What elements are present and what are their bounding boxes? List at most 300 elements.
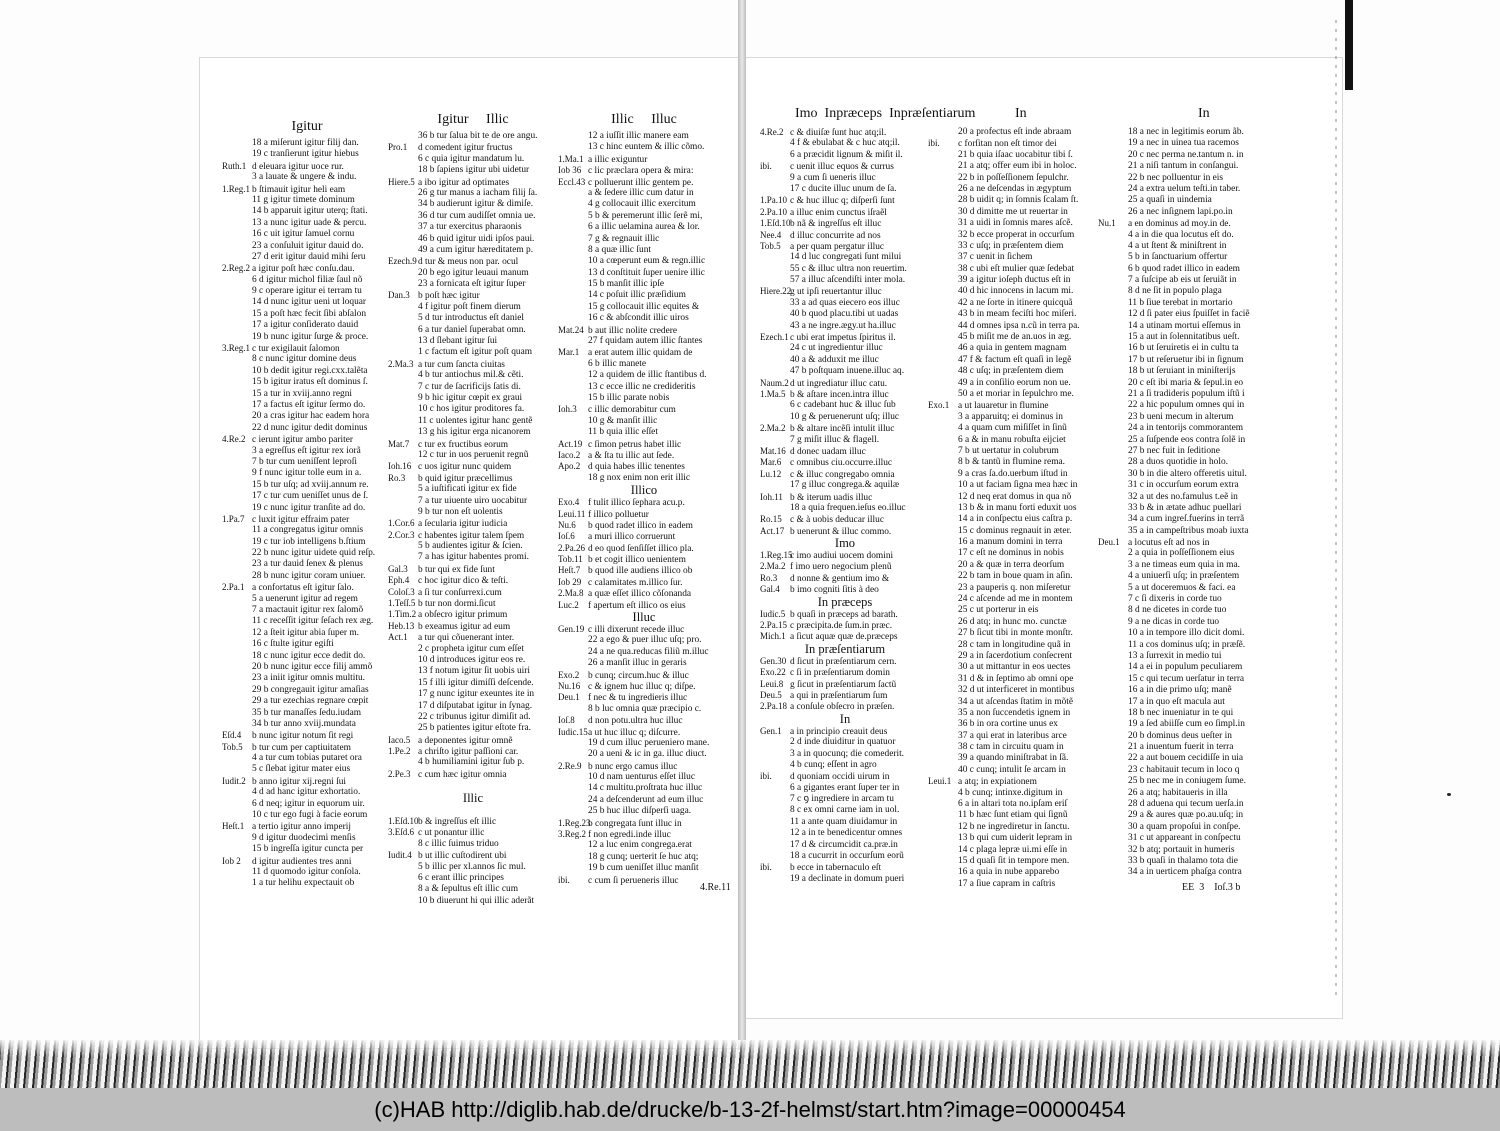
book-reference: Coloſ.3 bbox=[388, 586, 415, 597]
index-entry bbox=[928, 252, 1098, 263]
index-entry bbox=[388, 873, 558, 884]
book-reference: ibi. bbox=[760, 771, 772, 782]
index-entry bbox=[760, 275, 930, 286]
entry-text: 22 a hic populum omnes qui in bbox=[1128, 400, 1245, 411]
entry-text: b poſt hæc igitur bbox=[418, 291, 480, 302]
entry-text: 20 b ego igitur leuaui manum bbox=[418, 267, 529, 278]
entry-text: 25 a ſuſpende eos contra ſolẽ in bbox=[1128, 434, 1246, 445]
entry-text: 22 b nec polluentur in eis bbox=[1128, 172, 1224, 183]
entry-text: 12 a in te benedicentur omnes bbox=[790, 828, 903, 839]
index-entry bbox=[1098, 697, 1270, 708]
entry-text: 2 c propheta igitur cum eſſet bbox=[418, 643, 524, 654]
entry-text: 4 a in die qua locutus eſt do. bbox=[1128, 229, 1234, 240]
book-reference: Nee.4 bbox=[760, 229, 782, 240]
entry-text: d illuc concurrite ad nos bbox=[790, 230, 881, 241]
entry-text: 42 a ne ſorte in itinere quicquã bbox=[958, 297, 1073, 308]
entry-text: b ſtimauit igitur heli eam bbox=[252, 184, 346, 195]
entry-text: 13 d ſlebant igitur ſui bbox=[418, 336, 498, 347]
entry-text: 19 a nec in uinea tua racemos bbox=[1128, 138, 1239, 149]
entry-text: d quoniam occidi uirum in bbox=[790, 772, 890, 783]
book-reference: Exo.2 bbox=[558, 669, 580, 680]
book-reference: 2.Pa.10 bbox=[760, 206, 787, 217]
entry-text: 10 c tur ego fugi à facie eorum bbox=[252, 810, 368, 821]
index-entry bbox=[1098, 435, 1270, 446]
entry-text: 49 a in conſilio eorum non ue. bbox=[958, 377, 1071, 388]
book-reference: Heb.13 bbox=[388, 620, 415, 631]
index-entry bbox=[928, 230, 1098, 241]
index-entry bbox=[760, 435, 930, 446]
index-entry bbox=[388, 177, 558, 188]
entry-text: g ſicut in præſentiarum ſactũ bbox=[790, 679, 897, 690]
index-entry bbox=[928, 833, 1098, 844]
entry-text: b & iterum uadis illuc bbox=[790, 492, 873, 503]
entry-text: 20 b nunc igitur ecce filij ammõ bbox=[252, 661, 373, 672]
entry-text: a & ſedere illic cum datur in bbox=[588, 187, 694, 198]
entry-text: c ſimon petrus habet illic bbox=[588, 439, 682, 450]
index-entry bbox=[1098, 286, 1270, 297]
entry-text: c luxit igitur effraim pater bbox=[252, 514, 350, 525]
entry-text: 10 a cœperunt eum & regn.illic bbox=[588, 256, 706, 267]
entry-text: 18 a miſerunt igitur filij dan. bbox=[252, 138, 359, 148]
book-reference: Mar.6 bbox=[760, 457, 782, 468]
book-reference: 1.Pa.10 bbox=[760, 195, 787, 206]
index-entry bbox=[558, 783, 730, 794]
index-entry bbox=[388, 507, 558, 518]
book-reference: Ezech.9 bbox=[388, 256, 417, 267]
index-entry bbox=[1098, 833, 1270, 844]
entry-text: 6 b illic manete bbox=[588, 358, 647, 369]
scan-torn-edge bbox=[0, 1040, 1500, 1090]
book-reference: Hiere.5 bbox=[388, 176, 415, 187]
entry-text: 10 g & manſit illic bbox=[588, 415, 658, 426]
entry-text: b & aſtare incen.intra illuc bbox=[790, 389, 889, 400]
entry-text: 12 a quidem de illic ſtantibus d. bbox=[588, 370, 707, 381]
entry-text: 19 a declinate in domum pueri bbox=[790, 873, 905, 884]
index-entry bbox=[760, 783, 930, 794]
entry-text: 19 c tranſierunt igitur hiebus bbox=[252, 149, 359, 160]
index-entry bbox=[760, 805, 930, 816]
entry-text: c hoc igitur dico & teſti. bbox=[418, 576, 509, 587]
entry-text: a atq; in expiationem bbox=[958, 777, 1037, 788]
entry-text: 14 d nunc igitur ueni ut loquar bbox=[252, 297, 367, 308]
entry-text: 6 c cadebant huc & illuc ſub bbox=[790, 400, 896, 411]
entry-text: 45 b miſit me de an.uos in æg. bbox=[958, 332, 1072, 343]
entry-text: 17 d diſputabat igitur in ſynag. bbox=[418, 700, 533, 711]
index-entry bbox=[558, 795, 730, 806]
index-entry bbox=[928, 548, 1098, 559]
running-head-left: Imo Inpræceps Inpræſentiarum bbox=[795, 106, 976, 121]
index-entry bbox=[760, 656, 930, 667]
entry-text: 38 c ubi eſt mulier quæ ſedebat bbox=[958, 263, 1075, 274]
book-reference: 1.Pe.2 bbox=[388, 746, 411, 757]
index-entry bbox=[558, 461, 730, 472]
book-reference: Ioſ.8 bbox=[558, 715, 575, 726]
entry-text: d ut ingrediatur illuc catu. bbox=[790, 378, 888, 389]
entry-text: 9 f nunc igitur tolle eum in a. bbox=[252, 468, 362, 479]
book-reference: 1.Cor.6 bbox=[388, 518, 415, 529]
entry-text: 7 a tur uiuente uiro uocabitur bbox=[418, 495, 528, 506]
index-entry bbox=[558, 543, 730, 554]
entry-text: 36 b in ora cortine unus ex bbox=[958, 719, 1058, 730]
entry-text: 6 a præcidit lignum & miſit il. bbox=[790, 149, 903, 160]
index-entry bbox=[222, 195, 392, 206]
section-heading: Illico bbox=[630, 483, 658, 498]
index-entry bbox=[222, 206, 392, 217]
entry-text: 24 c ut ingredientur illuc bbox=[790, 343, 883, 354]
index-entry bbox=[558, 370, 730, 381]
index-entry bbox=[760, 150, 930, 161]
book-reference: Ruth.1 bbox=[222, 160, 247, 171]
index-entry bbox=[222, 184, 392, 195]
index-entry bbox=[928, 275, 1098, 286]
entry-text: 16 a in die primo uſq; manẽ bbox=[1128, 685, 1232, 696]
index-entry bbox=[388, 313, 558, 324]
book-reference: 1.Tim.2 bbox=[388, 609, 417, 620]
index-entry bbox=[760, 423, 930, 434]
index-entry bbox=[1098, 343, 1270, 354]
entry-text: 27 b nec fuit in ſeditione bbox=[1128, 445, 1220, 456]
entry-text: 6 a in altari tota no.ipſam eriſ bbox=[958, 799, 1068, 810]
entry-text: c habentes igitur talem ſpem bbox=[418, 530, 525, 541]
index-entry bbox=[558, 165, 730, 176]
index-entry bbox=[760, 161, 930, 172]
index-entry bbox=[388, 199, 558, 210]
book-reference: 2.Reg.2 bbox=[222, 263, 250, 274]
book-reference: Iob 36 bbox=[558, 165, 582, 176]
index-entry bbox=[1098, 719, 1270, 730]
entry-text: b nã & ingreſſus eſt illuc bbox=[790, 219, 882, 230]
entry-text: 26 a manſit illuc in geraris bbox=[588, 658, 687, 669]
entry-text: 1 c factum eſt igitur poſt quam bbox=[418, 347, 533, 358]
index-entry bbox=[760, 343, 930, 354]
index-entry bbox=[222, 446, 392, 457]
book-reference: 1.Ma.1 bbox=[558, 153, 584, 164]
book-reference: Naum.2 bbox=[760, 377, 789, 388]
index-entry bbox=[558, 588, 730, 599]
book-reference: ibi. bbox=[928, 138, 940, 149]
book-reference: 3.Reg.2 bbox=[558, 829, 586, 840]
index-entry bbox=[388, 382, 558, 393]
entry-text: 6 d neq; igitur in equorum uir. bbox=[252, 798, 365, 809]
book-reference: Ioſ.6 bbox=[558, 531, 575, 542]
index-entry bbox=[928, 332, 1098, 343]
entry-text: a igitur poſt hæc conſu.dau. bbox=[252, 264, 355, 275]
index-entry bbox=[558, 336, 730, 347]
index-entry bbox=[760, 514, 930, 525]
catchword: 4.Re.11 bbox=[700, 882, 731, 893]
index-entry bbox=[1098, 138, 1270, 149]
index-entry bbox=[558, 450, 730, 461]
book-reference: 3.Reg.1 bbox=[222, 343, 250, 354]
index-entry bbox=[928, 207, 1098, 218]
entry-text: 23 b ueni mecum in alterum bbox=[1128, 411, 1234, 422]
entry-text: 17 g illuc congrega.& aquilæ bbox=[790, 480, 900, 491]
index-entry bbox=[928, 446, 1098, 457]
entry-text: 10 a in tempore illo dicit domi. bbox=[1128, 628, 1245, 639]
entry-text: 23 c habitauit tecum in loco q bbox=[1128, 764, 1240, 775]
entry-text: 22 a aut bouem cecidiſſe in uia bbox=[1128, 753, 1244, 764]
book-reference: Ezech.1 bbox=[760, 332, 789, 343]
entry-text: 11 b ſiue terebat in mortario bbox=[1128, 297, 1233, 308]
entry-text: 25 a quaſi in uindemia bbox=[1128, 195, 1212, 206]
entry-text: c præcipita.de ſum.in præc. bbox=[790, 621, 893, 632]
index-entry bbox=[760, 366, 930, 377]
index-entry bbox=[558, 131, 730, 142]
index-entry bbox=[928, 184, 1098, 195]
header-word: Illuc bbox=[651, 112, 677, 127]
book-reference: Eſd.4 bbox=[222, 730, 242, 741]
index-entry bbox=[558, 290, 730, 301]
entry-text: 20 a profectus eſt inde abraam bbox=[958, 127, 1072, 137]
entry-text: 4 a ut ſtent & miniſtrent in bbox=[1128, 240, 1227, 251]
index-entry bbox=[760, 400, 930, 411]
entry-text: 11 a congregatus igitur omnis bbox=[252, 525, 364, 536]
entry-text: 4 b cunq; eſſent in agro bbox=[790, 759, 877, 770]
index-entry bbox=[222, 377, 392, 388]
entry-text: 14 c plaga lepræ ui.mi eſſe in bbox=[958, 844, 1068, 855]
book-reference: Mar.1 bbox=[558, 347, 580, 358]
index-entry bbox=[760, 309, 930, 320]
entry-text: 40 a & adduxit me illuc bbox=[790, 354, 879, 365]
entry-text: 23 a fornicata eſt igitur ſuper bbox=[418, 279, 526, 290]
index-entry bbox=[388, 757, 558, 768]
entry-text: 25 c ut porterur in eis bbox=[958, 605, 1039, 616]
book-reference: Ioh.16 bbox=[388, 461, 412, 472]
index-entry bbox=[760, 492, 930, 503]
entry-text: 11 c receſſit igitur ſeſach rex æg. bbox=[252, 616, 374, 627]
entry-text: b nunc ergo camus illuc bbox=[588, 761, 678, 772]
section-heading: In præceps bbox=[817, 594, 873, 609]
entry-text: 14 b apparuit igitur uterq; ſtati. bbox=[252, 206, 368, 217]
index-entry bbox=[388, 884, 558, 895]
entry-text: 29 a & aures quæ po.au.uſq; in bbox=[1128, 810, 1244, 821]
entry-text: 5 d tur introductus eſt daniel bbox=[418, 313, 524, 324]
index-entry bbox=[760, 252, 930, 263]
index-entry bbox=[928, 503, 1098, 514]
index-entry bbox=[558, 727, 730, 738]
index-entry bbox=[558, 554, 730, 565]
index-entry bbox=[558, 497, 730, 508]
entry-text: b & altare incẽſi intulit illuc bbox=[790, 424, 895, 435]
index-entry bbox=[928, 161, 1098, 172]
index-entry bbox=[1098, 275, 1270, 286]
index-entry bbox=[222, 286, 392, 297]
entry-text: 3 a apparuitq; ei dominus in bbox=[958, 411, 1063, 422]
index-entry bbox=[222, 673, 392, 684]
book-reference: Deu.5 bbox=[760, 689, 782, 700]
entry-text: 3 a ne timeas eum quia in ma. bbox=[1128, 559, 1240, 570]
entry-text: f non egredi.inde illuc bbox=[588, 830, 671, 841]
entry-text: 15 a tur in xviij.anno regni bbox=[252, 388, 352, 399]
entry-text: 4 g collocauit illic exercitum bbox=[588, 199, 696, 210]
entry-text: 26 d atq; in hunc mo. cunctæ bbox=[958, 616, 1067, 627]
entry-text: b et cogit illico uenientem bbox=[588, 555, 686, 566]
index-entry bbox=[928, 640, 1098, 651]
entry-text: c forſitan non eſt timor dei bbox=[958, 139, 1057, 150]
entry-text: 13 c hinc euntem & illic cõmo. bbox=[588, 142, 705, 153]
entry-text: 4 a uniuerſi uſq; in præſentem bbox=[1128, 571, 1240, 582]
index-entry bbox=[222, 229, 392, 240]
entry-text: 7 b ut uertatur in colubrum bbox=[958, 445, 1059, 456]
index-entry bbox=[388, 655, 558, 666]
book-reference: Nu.16 bbox=[558, 680, 581, 691]
index-entry bbox=[388, 461, 558, 472]
index-entry bbox=[388, 780, 558, 791]
book-reference: ibi. bbox=[760, 862, 772, 873]
book-reference: 1.Reg.1 bbox=[222, 183, 250, 194]
book-reference: Iaco.5 bbox=[388, 734, 411, 745]
index-entry bbox=[1098, 651, 1270, 662]
index-entry bbox=[760, 127, 930, 138]
right-page-header-mid bbox=[1015, 106, 1027, 122]
entry-text: a erat autem illic quidam de bbox=[588, 348, 693, 359]
entry-text: 33 b quaſi in thalamo tota die bbox=[1128, 856, 1238, 866]
left-column-1 bbox=[222, 118, 392, 890]
index-entry bbox=[388, 439, 558, 450]
entry-text: 19 b cum ueniſſet illuc manſit bbox=[588, 863, 699, 874]
entry-text: 8 c illic ſuimus triduo bbox=[418, 838, 499, 849]
entry-text: c & huc illuc q; diſperſi ſunt bbox=[790, 196, 895, 207]
entry-text: 22 b in poſſeſſionem ſepulchr. bbox=[958, 172, 1069, 183]
book-reference: Hiere.22 bbox=[760, 286, 792, 297]
index-entry bbox=[928, 195, 1098, 206]
entry-text: 4 f & ebulabat & c huc atq;il. bbox=[790, 138, 900, 149]
entry-text: a tur qui cõuenerant inter. bbox=[418, 633, 515, 644]
entry-text: 18 b ut ſeruiant in miniſterijs bbox=[1128, 366, 1236, 377]
book-reference: Eph.4 bbox=[388, 575, 410, 586]
entry-text: 11 a ante quam diuidamur in bbox=[790, 816, 898, 827]
index-entry bbox=[222, 685, 392, 696]
entry-text: 19 d cum illuc perueniero mane. bbox=[588, 737, 710, 748]
index-entry bbox=[388, 862, 558, 873]
index-entry bbox=[388, 746, 558, 757]
entry-text: 21 a niſi tantum in conſangui. bbox=[1128, 161, 1239, 172]
index-entry bbox=[928, 321, 1098, 332]
book-reference: Tob.5 bbox=[222, 741, 243, 752]
index-entry bbox=[388, 188, 558, 199]
entry-text: 10 d nam uenturus eſſet illuc bbox=[588, 772, 696, 783]
index-entry bbox=[388, 575, 558, 586]
entry-text: 24 a extra uelum teſti.in taber. bbox=[1128, 183, 1241, 194]
entry-text: 15 b igitur iratus eſt dominus ſ. bbox=[252, 377, 368, 388]
entry-text: g ut ipſi reuertantur illuc bbox=[790, 287, 882, 298]
entry-text: 18 a cucurrit in occurſum eorũ bbox=[790, 851, 904, 862]
column-lines bbox=[558, 131, 730, 886]
entry-text: b quid igitur præcellimus bbox=[418, 473, 513, 484]
index-entry bbox=[222, 753, 392, 764]
index-entry bbox=[760, 230, 930, 241]
entry-text: 16 c ſtulte igitur egiſti bbox=[252, 639, 334, 650]
index-entry bbox=[558, 509, 730, 520]
index-entry bbox=[760, 851, 930, 862]
index-entry bbox=[388, 347, 558, 358]
index-entry bbox=[222, 309, 392, 320]
index-entry bbox=[1098, 332, 1270, 343]
index-entry bbox=[1098, 799, 1270, 810]
entry-text: a quæ eſſet illico cõſonanda bbox=[588, 589, 692, 600]
index-entry bbox=[388, 666, 558, 677]
index-entry bbox=[1098, 753, 1270, 764]
index-entry bbox=[558, 635, 730, 646]
entry-text: 14 d luc congregati ſunt milui bbox=[790, 252, 902, 263]
entry-text: 17 c eſt ne dominus in nobis bbox=[958, 548, 1064, 559]
entry-text: b congregata ſunt illuc in bbox=[588, 818, 682, 829]
book-reference: Deu.1 bbox=[558, 692, 580, 703]
index-entry bbox=[760, 862, 930, 873]
index-entry bbox=[222, 537, 392, 548]
entry-text: 34 a in uerticem phaſga contra bbox=[1128, 867, 1242, 878]
book-reference: 2.Pa.15 bbox=[760, 620, 787, 631]
column-lines bbox=[760, 127, 930, 885]
book-reference: 2.Pa.26 bbox=[558, 542, 585, 553]
index-entry bbox=[760, 584, 930, 595]
entry-text: b tur qui ex fide ſunt bbox=[418, 564, 495, 575]
entry-text: 21 a ſi tradideris populum iſtũ i bbox=[1128, 388, 1245, 399]
index-entry bbox=[388, 644, 558, 655]
entry-text: 18 c nunc igitur ecce dedit do. bbox=[252, 650, 366, 661]
index-entry bbox=[928, 560, 1098, 571]
index-entry bbox=[1098, 628, 1270, 639]
entry-text: 50 a et moriar in ſepulchro me. bbox=[958, 388, 1074, 399]
column-header bbox=[558, 111, 730, 129]
index-entry bbox=[1098, 810, 1270, 821]
index-entry bbox=[1098, 161, 1270, 172]
entry-text: 12 d ſi pater eius ſpuiſſet in faciẽ bbox=[1128, 309, 1250, 320]
entry-text: 10 a ut faciam ſigna mea hæc in bbox=[958, 480, 1078, 491]
entry-text: 31 c ut appareant in conſpectu bbox=[1128, 833, 1241, 844]
index-entry bbox=[928, 537, 1098, 548]
index-entry bbox=[928, 366, 1098, 377]
entry-text: 40 c cunq; intulit ſe arcam in bbox=[958, 764, 1066, 775]
column-header: Igitur bbox=[291, 119, 323, 134]
index-entry bbox=[558, 347, 730, 358]
index-entry bbox=[388, 735, 558, 746]
index-entry bbox=[760, 840, 930, 851]
index-entry bbox=[222, 719, 392, 730]
entry-text: c tur ex fructibus eorum bbox=[418, 439, 509, 450]
book-reference: Ioh.11 bbox=[760, 491, 783, 502]
entry-text: 17 c ducite illuc unum de ſa. bbox=[790, 183, 897, 194]
index-entry bbox=[760, 138, 930, 149]
entry-text: c illic demorabitur cum bbox=[588, 405, 676, 416]
header-word: Igitur bbox=[437, 112, 469, 127]
index-entry bbox=[388, 393, 558, 404]
index-entry bbox=[388, 552, 558, 563]
index-entry bbox=[760, 561, 930, 572]
book-reference: Iudic.15 bbox=[558, 726, 588, 737]
index-entry bbox=[928, 492, 1098, 503]
index-entry bbox=[222, 867, 392, 878]
index-entry bbox=[558, 681, 730, 692]
entry-text: b & ingreſſus eſt illic bbox=[418, 817, 497, 828]
index-entry bbox=[222, 548, 392, 559]
index-entry bbox=[558, 188, 730, 199]
index-entry bbox=[558, 863, 730, 874]
entry-text: 8 c ex omni carne iam in uol. bbox=[790, 805, 900, 816]
index-entry bbox=[222, 833, 392, 844]
index-entry bbox=[222, 821, 392, 832]
index-entry bbox=[928, 605, 1098, 616]
index-entry bbox=[388, 564, 558, 575]
entry-text: 6 c erant illic principes bbox=[418, 873, 504, 883]
index-entry bbox=[222, 332, 392, 343]
index-entry bbox=[558, 256, 730, 267]
index-entry bbox=[928, 241, 1098, 252]
book-reference: Ro.3 bbox=[760, 572, 778, 583]
entry-text: c ierunt igitur ambo pariter bbox=[252, 435, 354, 446]
index-entry bbox=[558, 670, 730, 681]
entry-text: 37 a qui erat in lateribus arce bbox=[958, 730, 1067, 741]
